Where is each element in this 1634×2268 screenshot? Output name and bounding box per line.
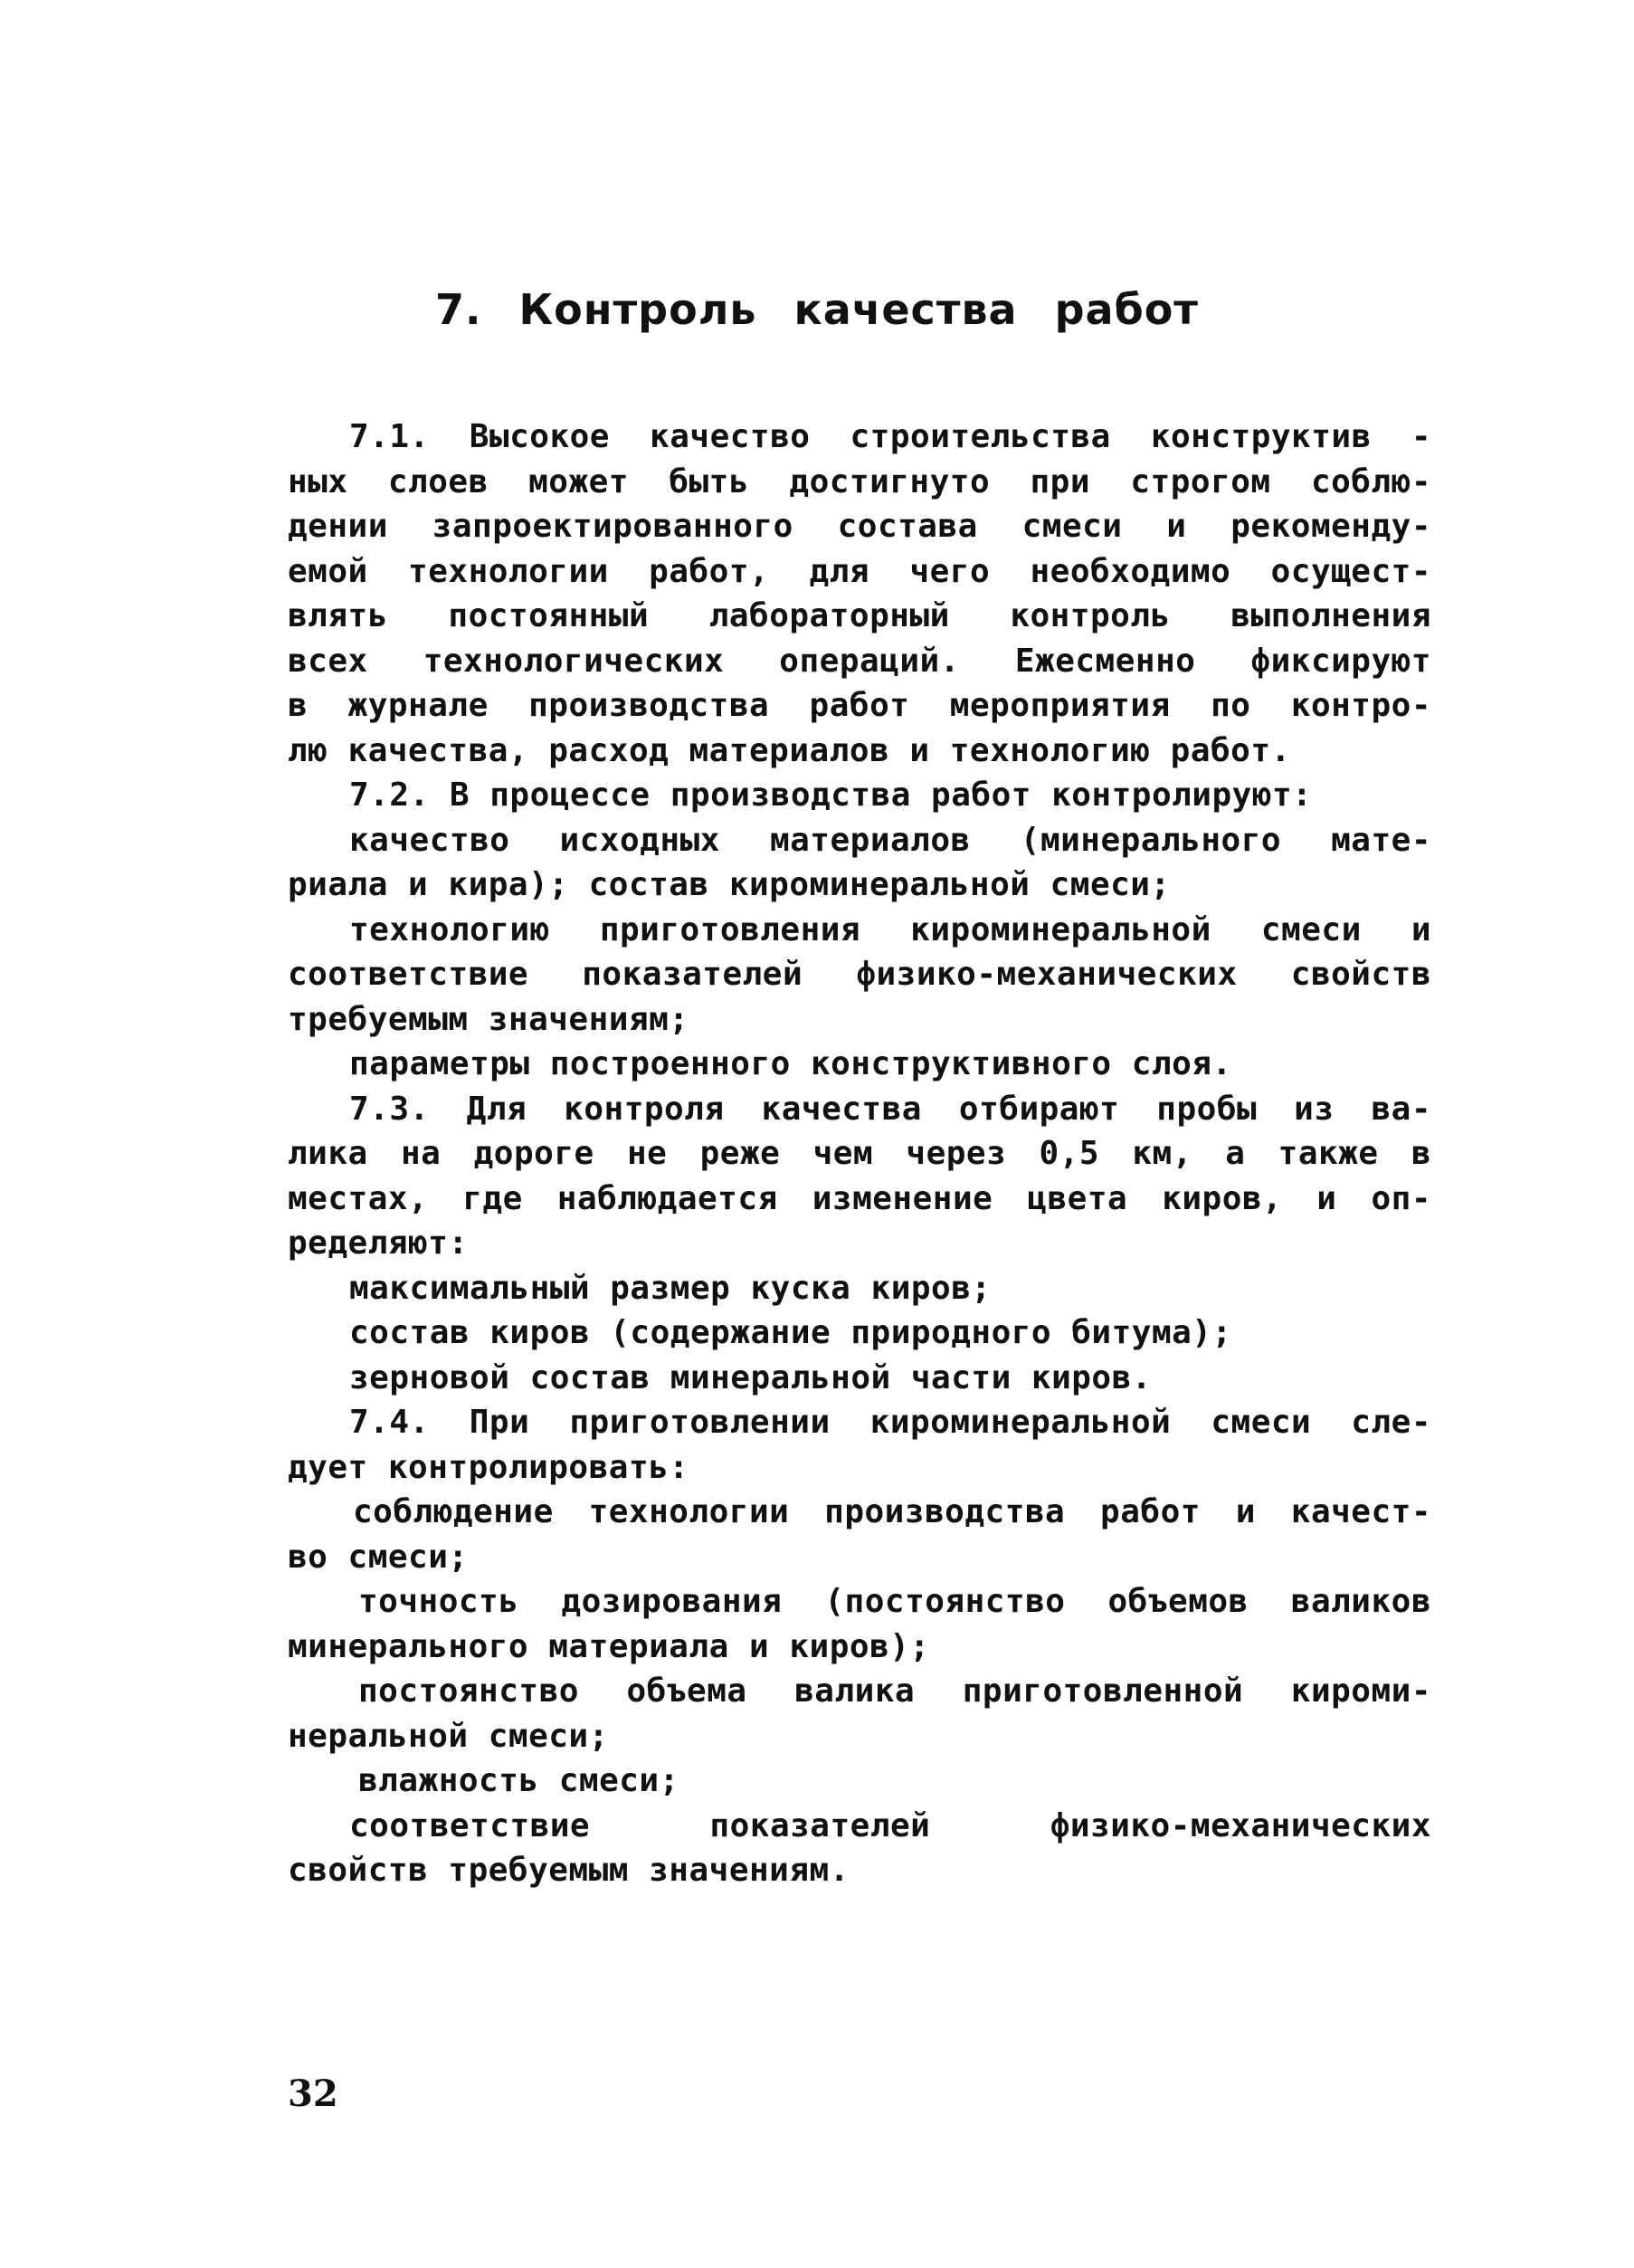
list-item-line: технологию приготовления кироминеральной смеси и bbox=[349, 910, 1431, 948]
paragraph-line: местах, где наблюдается изменение цвета киров, и оп- bbox=[288, 1179, 1431, 1217]
paragraph-line: емой технологии работ, для чего необходимо осущест- bbox=[288, 552, 1431, 590]
paragraph-line: лю качества, расход материалов и технологию работ. bbox=[288, 731, 1291, 769]
paragraph-line: дует контролировать: bbox=[288, 1448, 689, 1486]
paragraph-line: 7.3. Для контроля качества отбирают пробы из ва- bbox=[349, 1090, 1431, 1128]
paragraph-line: всех технологических операций. Ежесменно фиксируют bbox=[288, 642, 1431, 680]
paragraph-line: в журнале производства работ мероприятия по контро- bbox=[288, 687, 1431, 724]
list-item-line: неральной смеси; bbox=[288, 1717, 609, 1755]
list-item-line: постоянство объема валика приготовленной кироми- bbox=[358, 1672, 1431, 1710]
paragraph-line: влять постоянный лабораторный контроль выполнения bbox=[288, 597, 1431, 634]
list-item-line: соблюдение технологии производства работ и качест- bbox=[353, 1493, 1431, 1530]
list-item-line: соответствие показателей физико-механических bbox=[349, 1806, 1431, 1844]
section-title: 7. Контроль качества работ bbox=[435, 285, 1199, 334]
paragraph-line: дении запроектированного состава смеси и рекоменду- bbox=[288, 508, 1431, 545]
list-item-line: минерального материала и киров); bbox=[288, 1627, 930, 1665]
list-item-line: свойств требуемым значениям. bbox=[288, 1852, 850, 1889]
page-number: 32 bbox=[288, 2073, 338, 2115]
paragraph-line: 7.1. Высокое качество строительства конструктив - bbox=[349, 418, 1431, 455]
list-item-line: точность дозирования (постоянство объемов валиков bbox=[358, 1583, 1431, 1620]
list-item-line: качество исходных материалов (минерального мате- bbox=[349, 821, 1431, 859]
paragraph-line: лика на дороге не реже чем через 0,5 км, а также в bbox=[288, 1135, 1431, 1172]
paragraph-line: ределяют: bbox=[288, 1225, 469, 1262]
list-item-line: состав киров (содержание природного битума); bbox=[349, 1314, 1232, 1351]
list-item-line: максимальный размер куска киров; bbox=[349, 1269, 992, 1307]
list-item-line: соответствие показателей физико-механических свойств bbox=[288, 956, 1431, 993]
list-item-line: требуемым значениям; bbox=[288, 1000, 689, 1038]
list-item-line: зерновой состав минеральной части киров. bbox=[349, 1358, 1152, 1396]
paragraph-line: 7.2. В процессе производства работ контролируют: bbox=[349, 777, 1313, 814]
list-item-line: риала и кира); состав кироминеральной смеси; bbox=[288, 866, 1171, 903]
paragraph-line: ных слоев может быть достигнуто при строгом соблю- bbox=[288, 462, 1431, 500]
list-item-line: параметры построенного конструктивного слоя. bbox=[349, 1045, 1232, 1082]
list-item-line: во смеси; bbox=[288, 1538, 469, 1576]
list-item-line: влажность смеси; bbox=[358, 1762, 679, 1799]
section-body bbox=[288, 415, 1431, 1893]
paragraph-line: 7.4. При приготовлении кироминеральной смеси сле- bbox=[349, 1404, 1431, 1441]
